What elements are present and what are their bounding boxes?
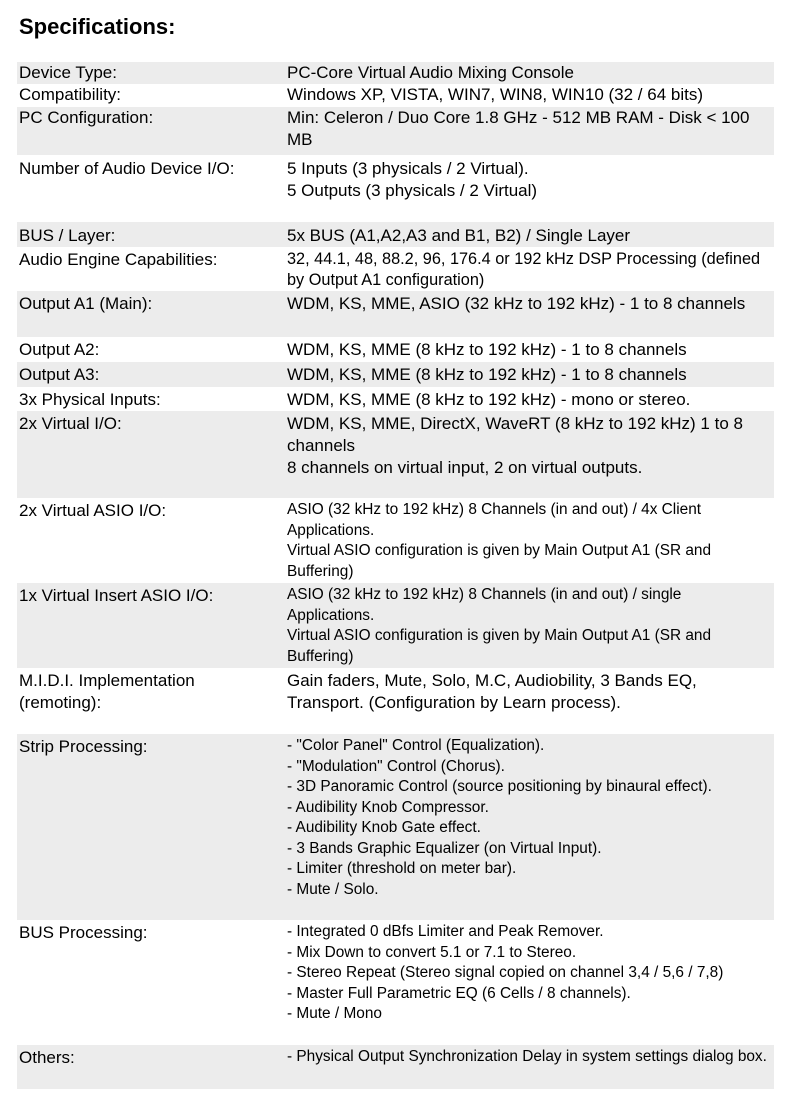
spec-label: BUS Processing: bbox=[19, 923, 148, 942]
spec-row-physical-inputs bbox=[17, 387, 774, 411]
spec-label: Number of Audio Device I/O: bbox=[19, 159, 235, 178]
spec-row-others bbox=[17, 1045, 774, 1089]
spec-row-pc-configuration bbox=[17, 107, 774, 155]
spec-row-compatibility bbox=[17, 84, 774, 107]
spec-label: Others: bbox=[19, 1048, 75, 1067]
spec-label: Output A2: bbox=[19, 340, 100, 359]
spec-row-midi bbox=[17, 668, 774, 734]
spec-value: 5x BUS (A1,A2,A3 and B1, B2) / Single Layer bbox=[287, 226, 631, 245]
spec-row-virtual-asio bbox=[17, 498, 774, 583]
spec-row-bus-layer bbox=[17, 222, 774, 247]
spec-label: 3x Physical Inputs: bbox=[19, 390, 161, 409]
spec-table bbox=[17, 62, 774, 1089]
spec-label: 2x Virtual ASIO I/O: bbox=[19, 501, 167, 520]
spec-value: WDM, KS, MME (8 kHz to 192 kHz) - 1 to 8 channels bbox=[287, 365, 687, 384]
spec-row-device-type bbox=[17, 62, 774, 84]
spec-value: - Integrated 0 dBfs Limiter and Peak Remover. - Mix Down to convert 5.1 or 7.1 to Stereo. - Stereo Repeat (Stereo signal copied on channel 3,4 / 5,6 / 7,8) - Master Full Parametric EQ (6 Cells / 8 channels). - Mute / Mono bbox=[287, 923, 724, 1022]
spec-value: ASIO (32 kHz to 192 kHz) 8 Channels (in and out) / 4x Client Applications. Virtual ASIO configuration is given by Main Output A1 (SR and Buffering) bbox=[287, 501, 712, 580]
spec-label: 2x Virtual I/O: bbox=[19, 414, 122, 433]
spec-label: Audio Engine Capabilities: bbox=[19, 250, 218, 269]
spec-label: Compatibility: bbox=[19, 85, 122, 104]
spec-value: - Physical Output Synchronization Delay in system settings dialog box. bbox=[287, 1048, 767, 1065]
spec-value: WDM, KS, MME (8 kHz to 192 kHz) - mono or stereo. bbox=[287, 390, 691, 409]
spec-label: PC Configuration: bbox=[19, 108, 154, 127]
spec-row-virtual-io bbox=[17, 411, 774, 498]
spec-value: ASIO (32 kHz to 192 kHz) 8 Channels (in and out) / single Applications. Virtual ASIO configuration is given by Main Output A1 (SR and Buffering) bbox=[287, 586, 712, 665]
spec-row-bus-processing bbox=[17, 920, 774, 1045]
spec-value: WDM, KS, MME, DirectX, WaveRT (8 kHz to 192 kHz) 1 to 8 channels 8 channels on virtual input, 2 on virtual outputs. bbox=[287, 414, 743, 477]
spec-value: - "Color Panel" Control (Equalization). - "Modulation" Control (Chorus). - 3D Panoramic Control (source positioning by binaural effect). - Audibility Knob Compressor. - Audibility Knob Gate effect. - 3 Bands Graphic Equalizer (on Virtual Input). - Limiter (threshold on meter bar). - Mute / Solo. bbox=[287, 737, 712, 898]
spec-label: BUS / Layer: bbox=[19, 226, 116, 245]
spec-row-strip-processing bbox=[17, 734, 774, 920]
spec-label: Output A1 (Main): bbox=[19, 294, 153, 313]
spec-label: 1x Virtual Insert ASIO I/O: bbox=[19, 586, 214, 605]
spec-value: Gain faders, Mute, Solo, M.C, Audiobility, 3 Bands EQ, Transport. (Configuration by Learn process). bbox=[287, 671, 697, 712]
spec-row-audio-engine bbox=[17, 247, 774, 291]
spec-value: Min: Celeron / Duo Core 1.8 GHz - 512 MB RAM - Disk < 100 MB bbox=[287, 108, 750, 149]
spec-value: WDM, KS, MME (8 kHz to 192 kHz) - 1 to 8 channels bbox=[287, 340, 687, 359]
spec-label: Device Type: bbox=[19, 63, 117, 82]
spec-value: Windows XP, VISTA, WIN7, WIN8, WIN10 (32 / 64 bits) bbox=[287, 85, 703, 104]
page-title: Specifications: bbox=[19, 14, 176, 39]
spec-label: Strip Processing: bbox=[19, 737, 148, 756]
spec-row-output-a1 bbox=[17, 291, 774, 337]
spec-value: 5 Inputs (3 physicals / 2 Virtual). 5 Outputs (3 physicals / 2 Virtual) bbox=[287, 159, 538, 200]
spec-row-audio-device-io bbox=[17, 155, 774, 222]
spec-value: 32, 44.1, 48, 88.2, 96, 176.4 or 192 kHz DSP Processing (defined by Output A1 configuration) bbox=[287, 250, 761, 289]
spec-label: M.I.D.I. Implementation (remoting): bbox=[19, 671, 195, 712]
spec-value: PC-Core Virtual Audio Mixing Console bbox=[287, 63, 574, 82]
spec-row-virtual-insert-asio bbox=[17, 583, 774, 668]
spec-value: WDM, KS, MME, ASIO (32 kHz to 192 kHz) - 1 to 8 channels bbox=[287, 294, 746, 313]
spec-row-output-a3 bbox=[17, 362, 774, 387]
spec-row-output-a2 bbox=[17, 337, 774, 362]
spec-label: Output A3: bbox=[19, 365, 100, 384]
